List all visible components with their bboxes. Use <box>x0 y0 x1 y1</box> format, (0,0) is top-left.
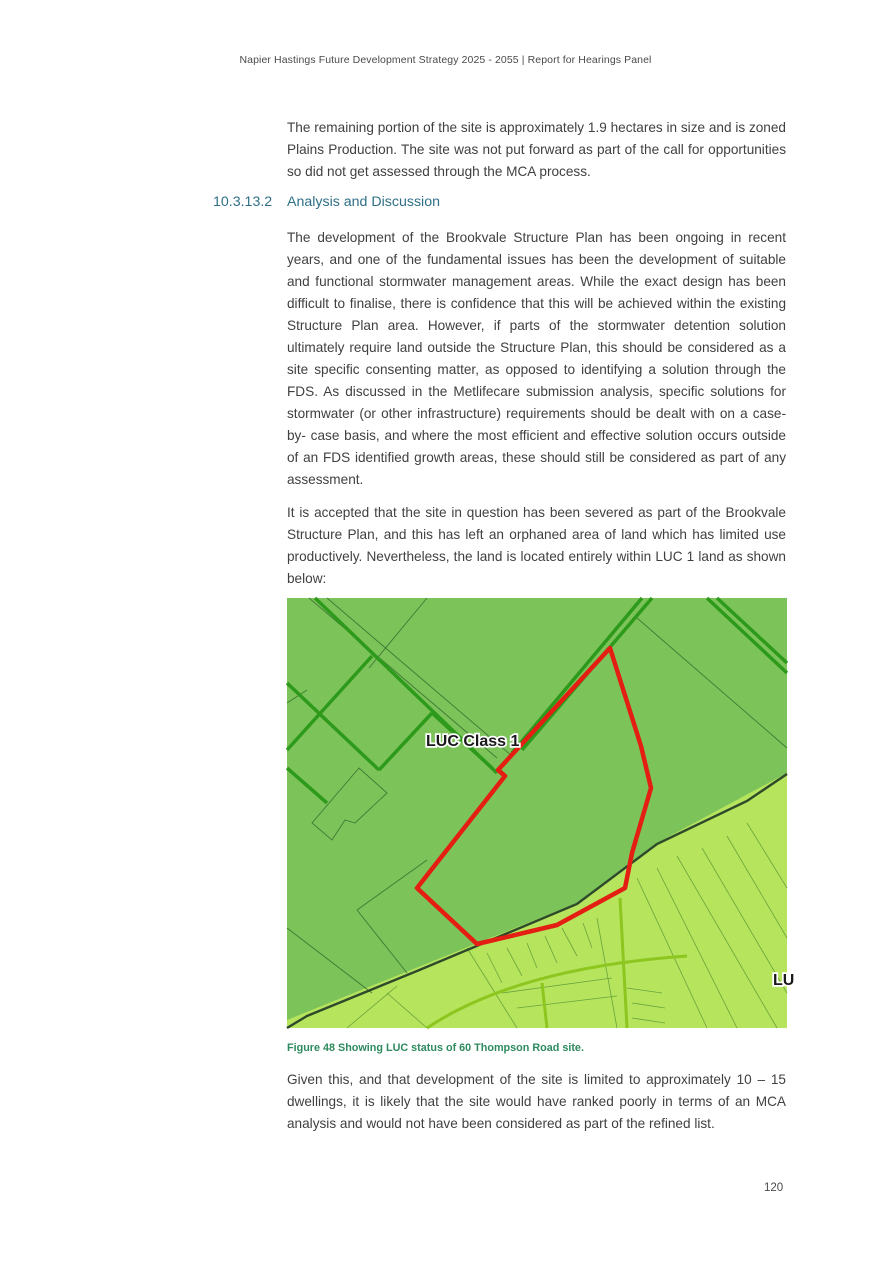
page-header: Napier Hastings Future Development Strategy 2025 - 2055 | Report for Hearings Panel <box>239 54 652 66</box>
paragraph-conclusion: Given this, and that development of the site is limited to approximately 10 – 15 dwellings, it is likely that the site would have ranked poorly in terms of an MCA analysis and would not have been considered as part of the refined list. <box>287 1072 786 1131</box>
luc-class-1-label: LUC Class 1 <box>426 733 520 750</box>
page-number: 120 <box>764 1182 784 1194</box>
paragraph-site-size: The remaining portion of the site is approximately 1.9 hectares in size and is zoned Plains Production. The site was not put forward as part of the call for opportunities so did not get assessed through the MCA process. <box>287 120 786 179</box>
section-number: 10.3.13.2 <box>213 194 273 210</box>
paragraph-analysis: The development of the Brookvale Structure Plan has been ongoing in recent years, and one of the fundamental issues has been the development of suitable and functional stormwater management areas. While the exact design has been difficult to finalise, there is confidence that this will be achieved within the existing Structure Plan area. However, if parts of the stormwater detention solution ultimately require land outside the Structure Plan, this should be considered as a site specific consenting matter, as opposed to identifying a solution through the FDS. As discussed in the Metlifecare submission analysis, specific solutions for stormwater (or other infrastructure) requirements should be dealt with on a case-by- case basis, and where the most efficient and effective solution occurs outside of an FDS identified growth areas, these should still be considered as part of any assessment. <box>287 230 786 487</box>
paragraph-orphaned-land: It is accepted that the site in question has been severed as part of the Brookvale Structure Plan, and this has left an orphaned area of land which has limited use productively. Nevertheless, the land is located entirely within LUC 1 land as shown below: <box>287 505 786 586</box>
luc-label-cut: LU <box>773 972 795 989</box>
section-heading <box>213 194 440 210</box>
luc-map-figure <box>287 598 795 1028</box>
figure-caption: Figure 48 Showing LUC status of 60 Thompson Road site. <box>287 1042 584 1054</box>
section-title: Analysis and Discussion <box>287 194 440 210</box>
